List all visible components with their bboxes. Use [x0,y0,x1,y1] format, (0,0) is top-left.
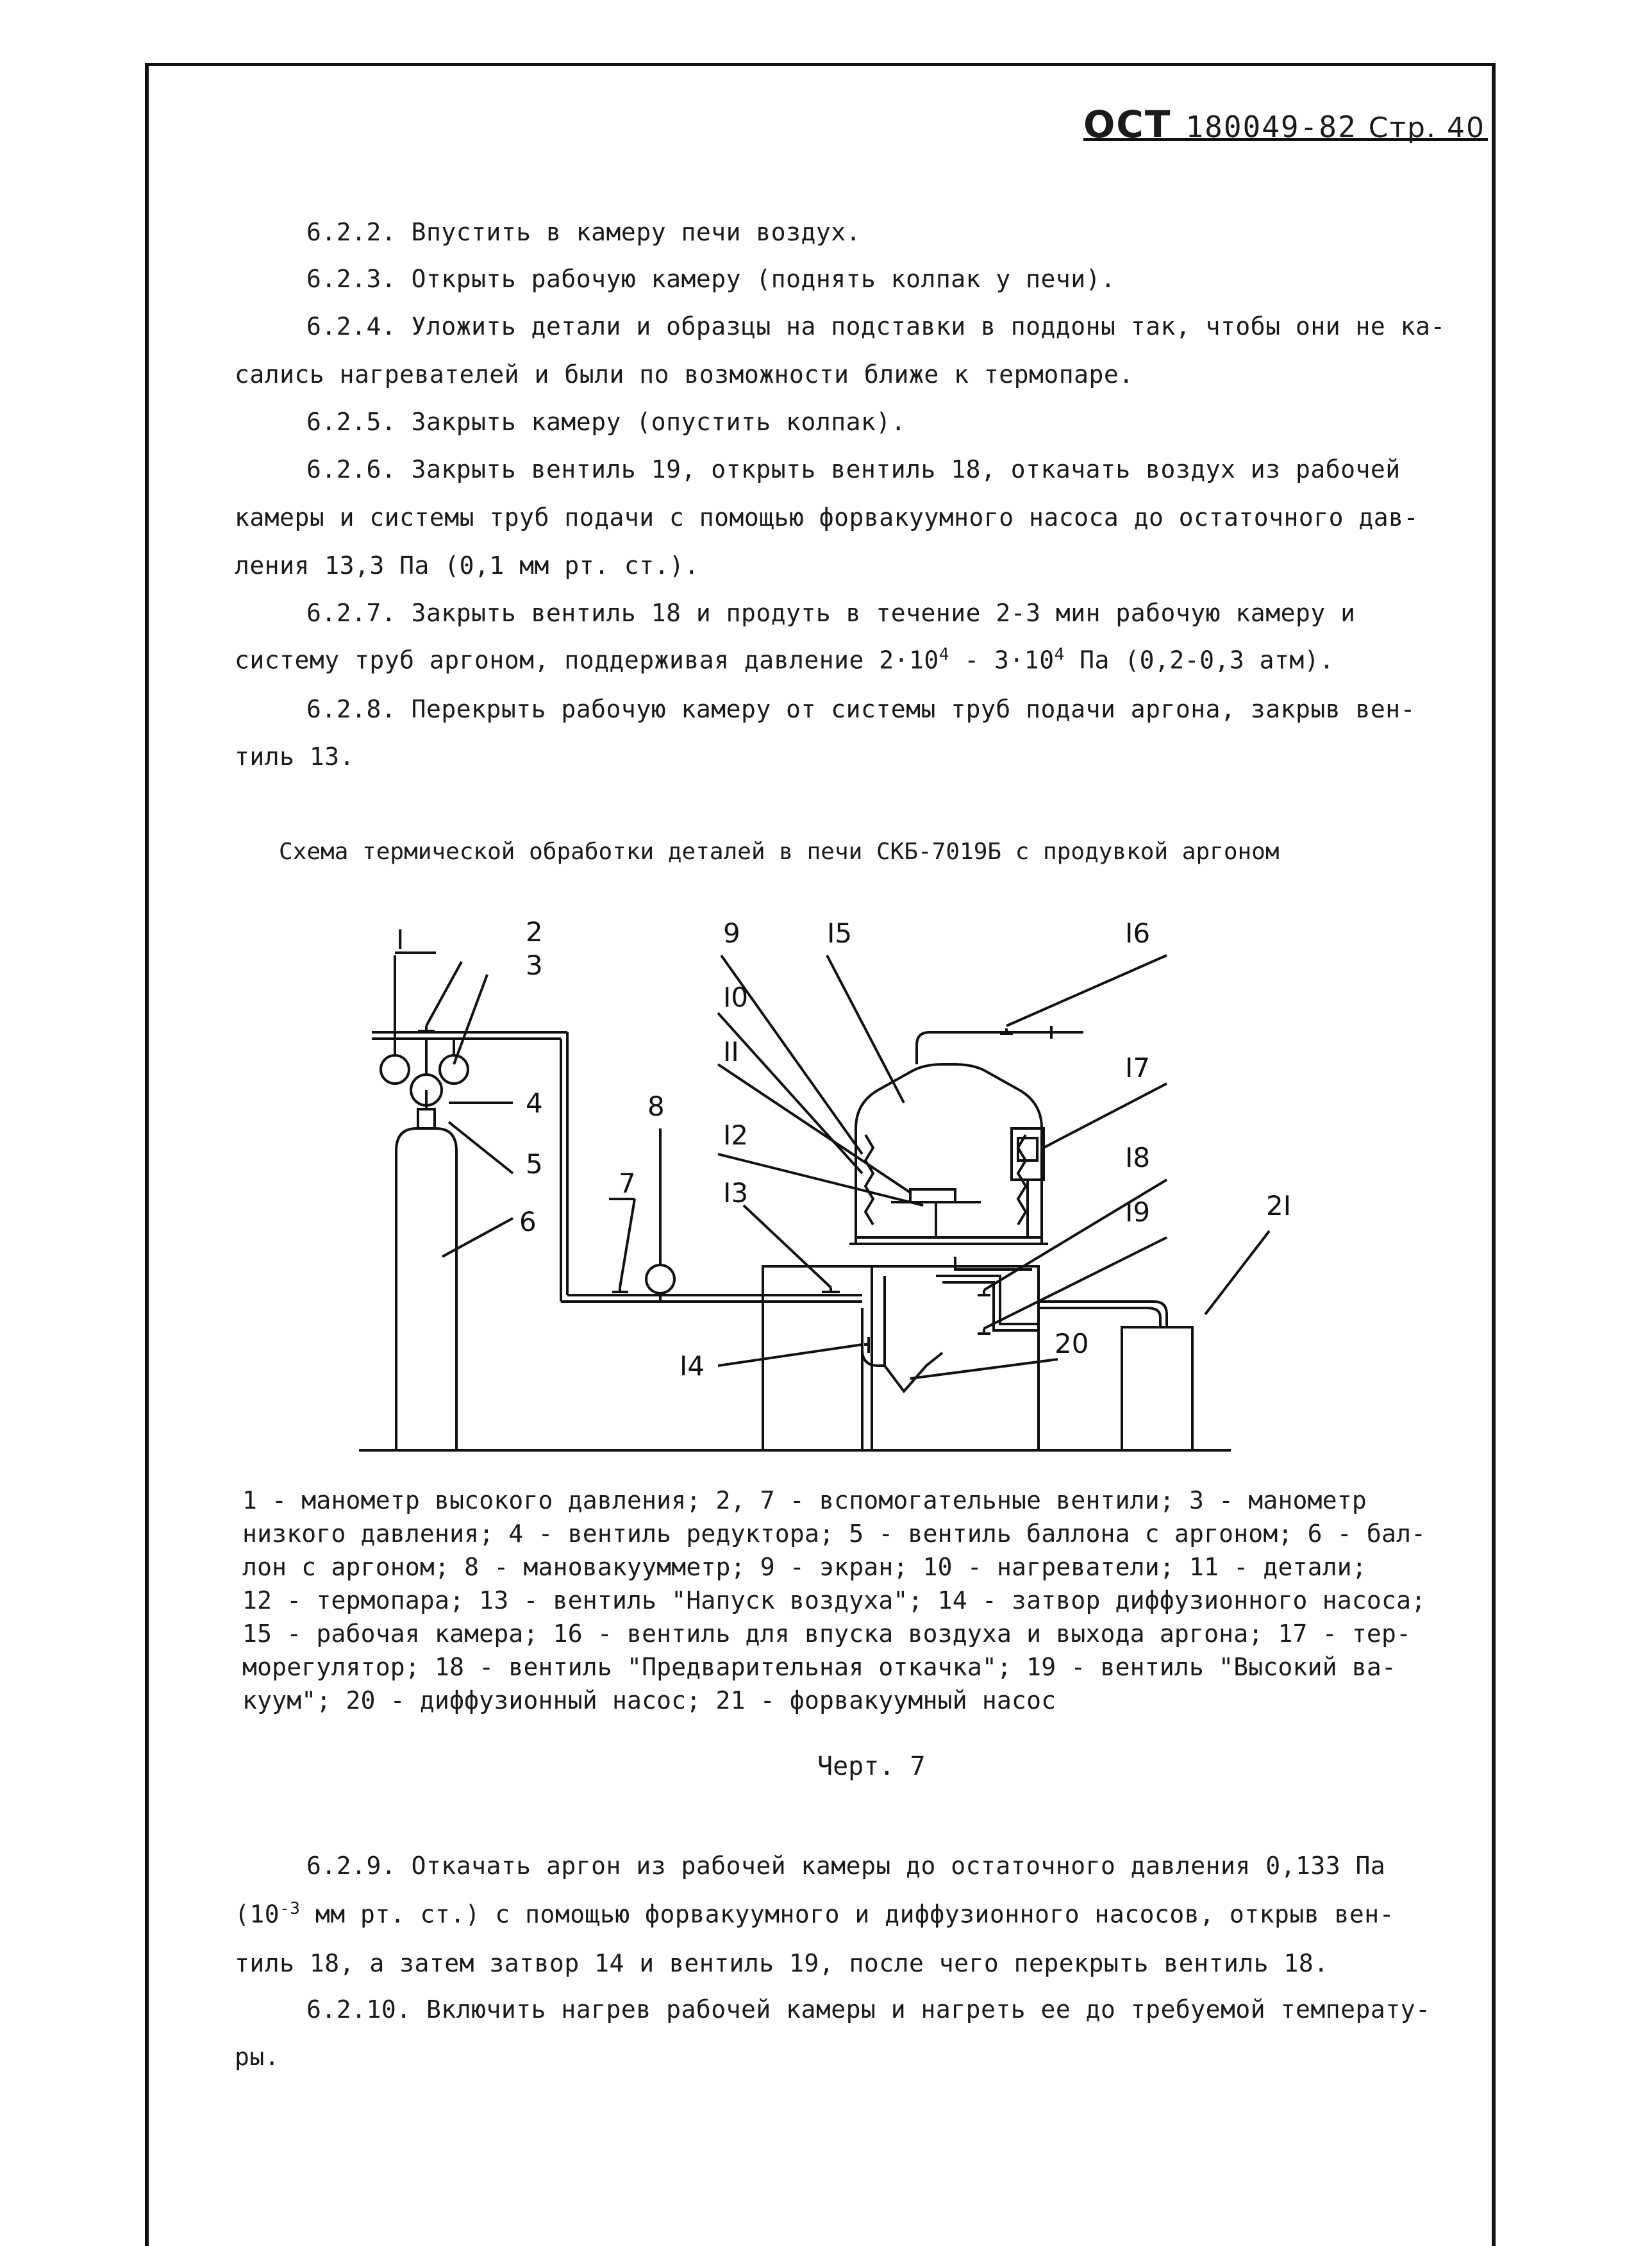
argon-text-mid: - 3·10 [949,646,1055,675]
legend-line: 12 - термопара; 13 - вентиль "Напуск воздуха"; 14 - затвор диффузионного насоса; [242,1586,1426,1614]
paragraph-line: 6.2.5. Закрыть камеру (опустить колпак). [306,408,906,436]
standard-code: ОСТ [1083,103,1172,146]
paragraph-line: 6.2.9. Откачать аргон из рабочей камеры до остаточного давления 0,133 Па [306,1852,1386,1880]
argon-exponent-1: 4 [939,645,949,664]
diagram-label: I0 [723,982,749,1013]
paragraph-line: 6.2.7. Закрыть вентиль 18 и продуть в течение 2-3 мин рабочую камеру и [306,599,1356,627]
diagram-label: 20 [1055,1328,1089,1359]
diagram-label: I4 [680,1350,705,1382]
diagram-label: I5 [827,918,853,949]
diagram-label: I2 [723,1119,749,1151]
argon-exponent-2: 4 [1054,645,1065,664]
diagram-label: I8 [1125,1142,1151,1173]
diagram-label: 6 [519,1206,537,1237]
diagram-label: II [723,1036,739,1068]
legend-line: низкого давления; 4 - вентиль редуктора; 5 - вентиль баллона с аргоном; 6 - бал- [242,1520,1426,1548]
legend-line: куум"; 20 - диффузионный насос; 21 - форвакуумный насос [242,1686,1056,1714]
paragraph-line: 6.2.3. Открыть рабочую камеру (поднять колпак у печи). [306,265,1116,293]
diagram-label: I9 [1125,1196,1151,1228]
legend-line: морегулятор; 18 - вентиль "Предварительная откачка"; 19 - вентиль "Высокий ва- [242,1653,1397,1681]
diagram-label: 2I [1266,1190,1292,1221]
figure-caption: Черт. 7 [817,1752,926,1781]
diagram-label: 3 [526,950,543,981]
paragraph-line-pressure [235,1899,1394,1929]
paragraph-line: ры. [235,2043,280,2071]
paragraph-line: 6.2.4. Уложить детали и образцы на подставки в поддоны так, чтобы они не ка- [306,312,1446,340]
paragraph-line: 6.2.8. Перекрыть рабочую камеру от системы труб подачи аргона, закрыв вен- [306,695,1415,723]
diagram-label: 2 [526,916,543,948]
paragraph-line: 6.2.10. Включить нагрев рабочей камеры и нагреть ее до требуемой температу- [306,1995,1431,2024]
standard-number: 180049-82 [1185,110,1357,144]
paragraph-line: тиль 13. [235,742,355,771]
paragraph-line: 6.2.2. Впустить в камеру печи воздух. [306,218,861,246]
diagram-label: 5 [526,1148,543,1180]
diagram-label: I [396,924,405,955]
legend-line: 15 - рабочая камера; 16 - вентиль для впуска воздуха и выхода аргона; 17 - тер- [242,1620,1412,1648]
paragraph-line: сались нагревателей и были по возможности ближе к термопаре. [235,360,1134,389]
page-number: Стр. 40 [1368,112,1485,144]
diagram-label: 4 [526,1087,543,1119]
diagram-label: 8 [647,1091,665,1122]
pressure-text-pre: (10 [235,1900,280,1929]
paragraph-line: 6.2.6. Закрыть вентиль 19, открыть вентиль 18, откачать воздух из рабочей [306,455,1401,483]
argon-text-pre: систему труб аргоном, поддерживая давление 2·10 [235,646,939,675]
paragraph-line: камеры и системы труб подачи с помощью форвакуумного насоса до остаточного дав- [235,503,1419,532]
diagram-label: I3 [723,1177,749,1209]
argon-text-post: Па (0,2-0,3 атм). [1064,646,1335,675]
diagram-label: 9 [723,918,740,949]
legend-line: 1 - манометр высокого давления; 2, 7 - вспомогательные вентили; 3 - манометр [242,1486,1367,1514]
paragraph-line: тиль 18, а затем затвор 14 и вентиль 19, после чего перекрыть вентиль 18. [235,1949,1329,1977]
diagram-label: I7 [1125,1052,1151,1084]
pressure-text-post: мм рт. ст.) с помощью форвакуумного и диффузионного насосов, открыв вен- [300,1900,1395,1929]
diagram-label: I6 [1125,918,1151,949]
pressure-exponent: -3 [280,1899,301,1918]
paragraph-line: ления 13,3 Па (0,1 мм рт. ст.). [235,551,699,580]
legend-line: лон с аргоном; 8 - мановакуумметр; 9 - экран; 10 - нагреватели; 11 - детали; [242,1553,1367,1581]
diagram-label: 7 [619,1168,636,1199]
figure-title: Схема термической обработки деталей в печи СКБ-7019Б с продувкой аргоном [279,839,1280,865]
